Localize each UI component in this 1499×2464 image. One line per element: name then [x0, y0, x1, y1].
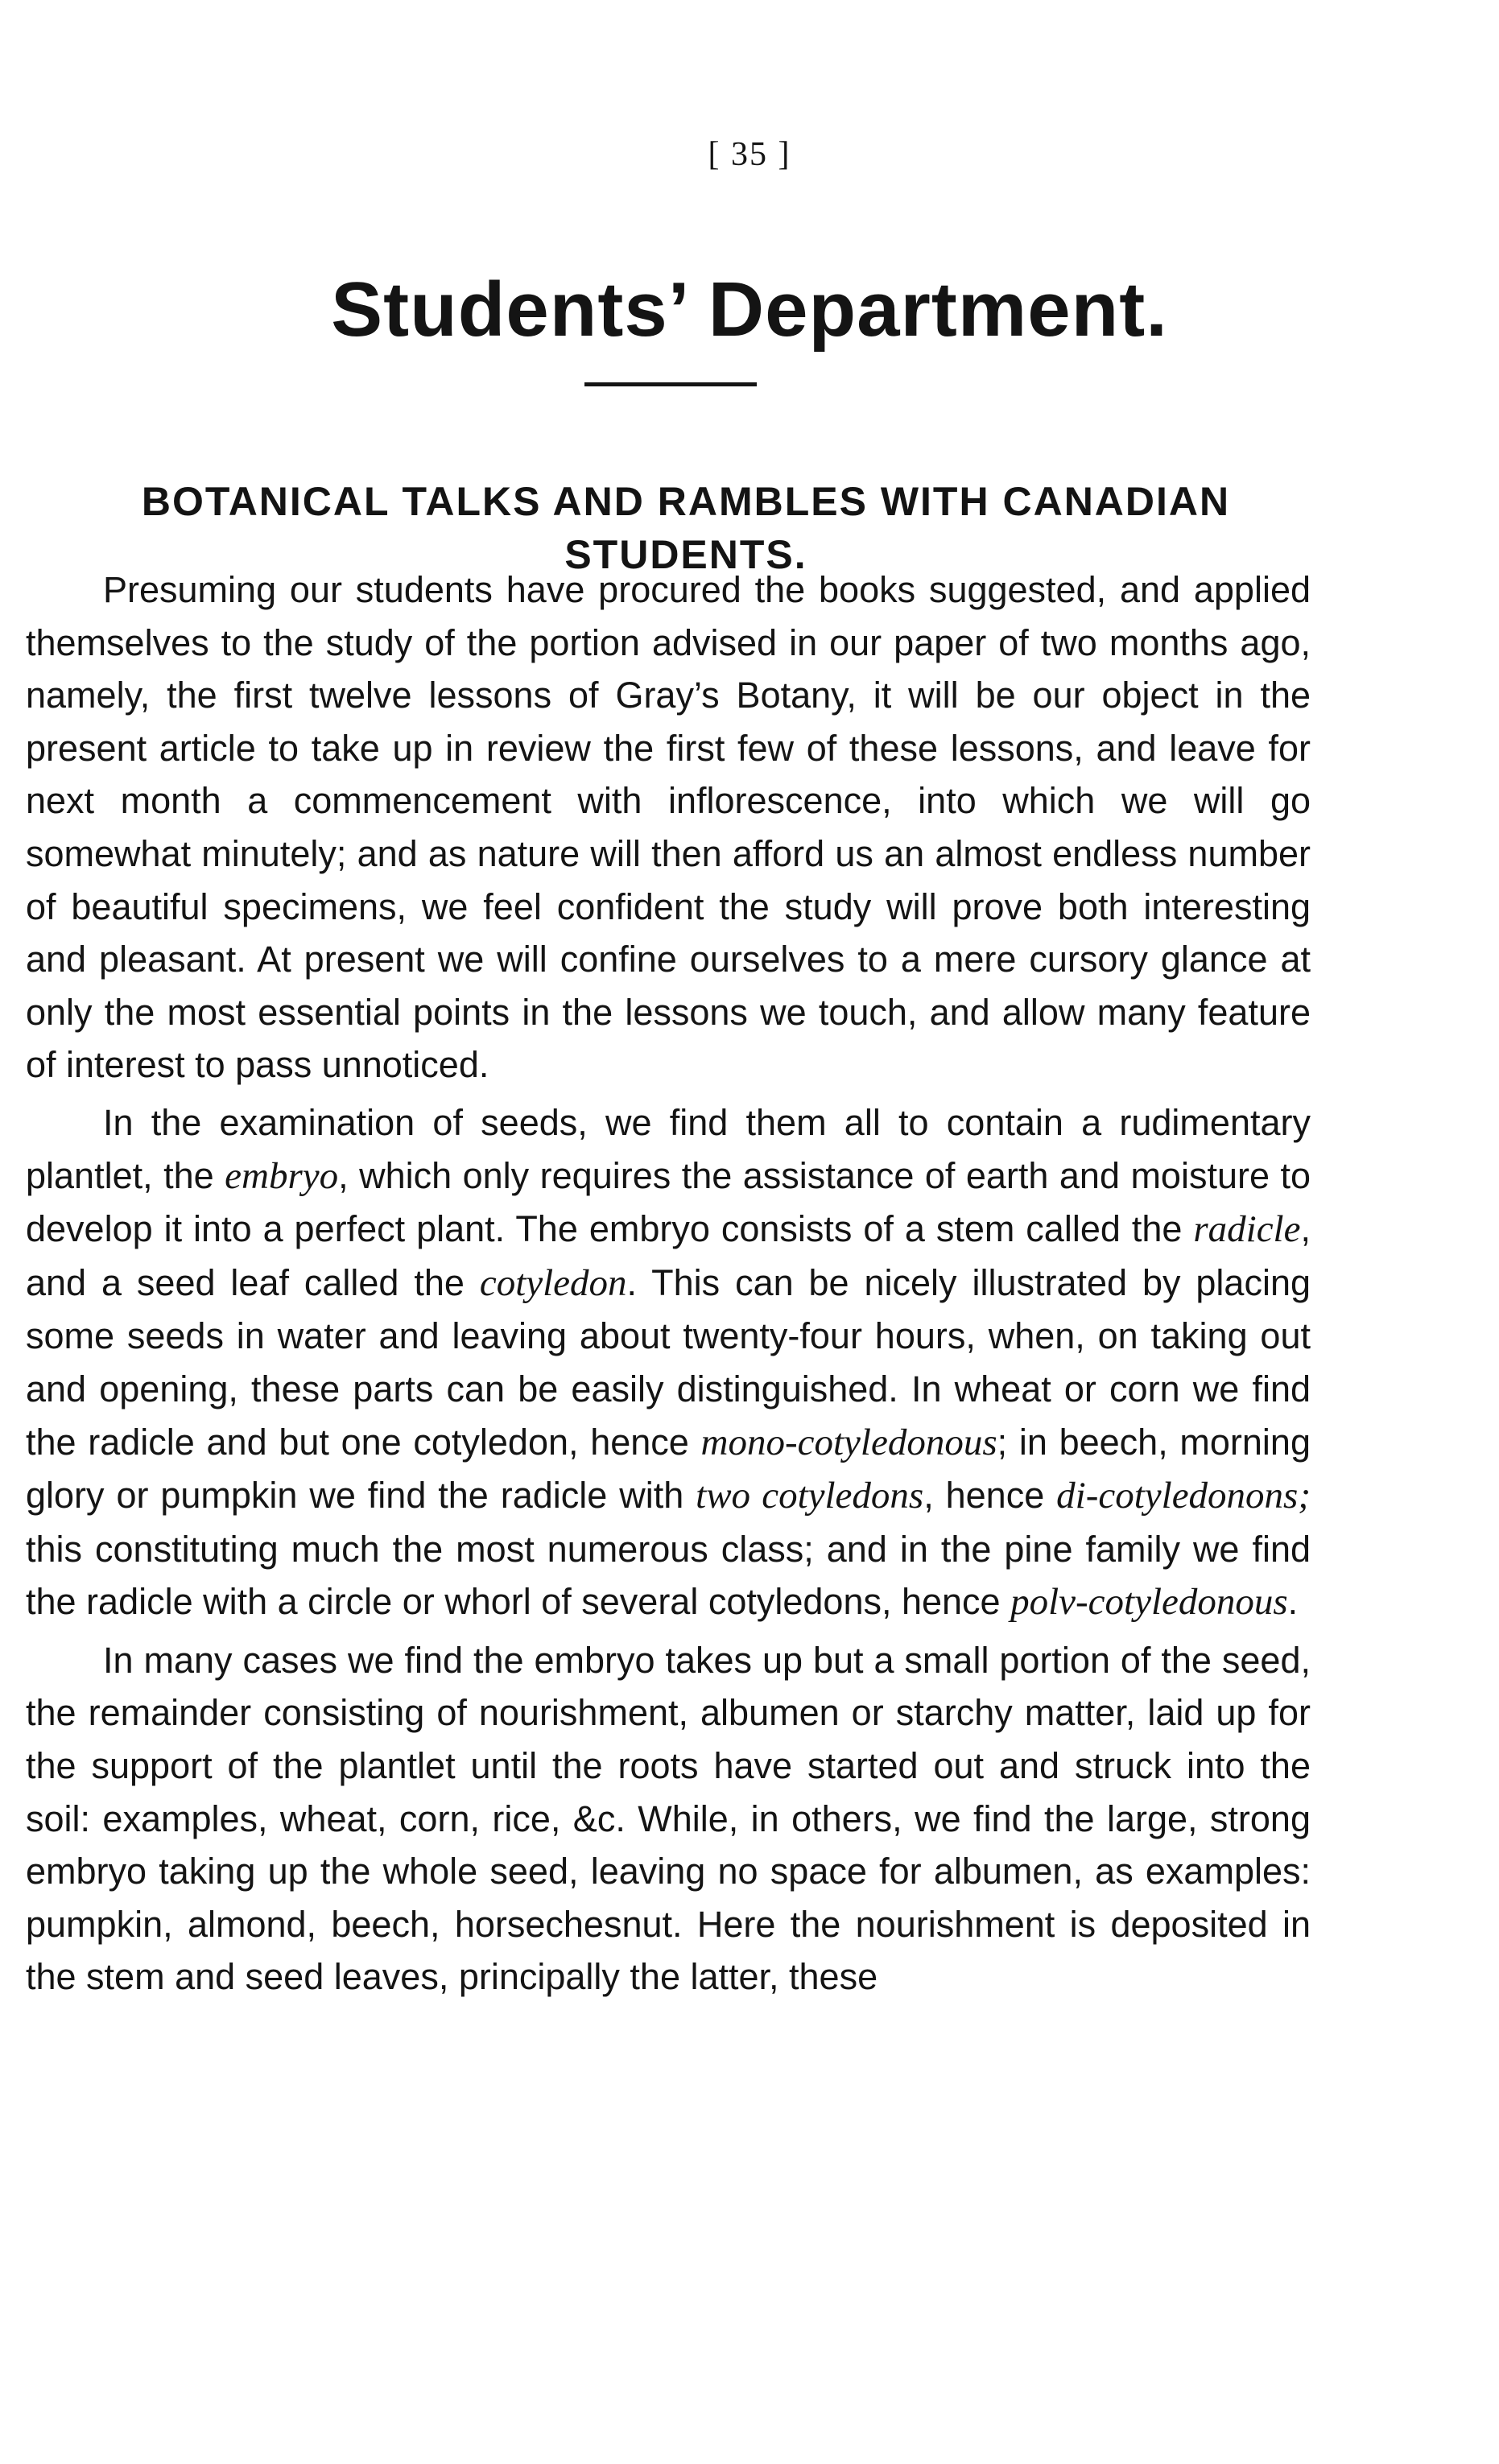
text-run: In many cases we find the embryo takes up but a small portion of the seed, the remainder consisting of nourishment, albumen or starchy matter, laid up for the support of the plantlet until the roots have started out and struck into the soil: examples, wheat, corn, rice, &c. While, in others, we find the large, strong embryo taking up the whole seed, leaving no space for albumen, as examples: pumpkin, almond, beech, horsechesnut. Here the nourishment is deposited in the stem and seed leaves, principally the latter, these	[26, 1639, 1311, 1998]
title-rule	[584, 382, 757, 386]
paragraph-3	[26, 1634, 1311, 2004]
article-body	[26, 563, 1311, 2004]
text-run: Presuming our students have procured the books suggested, and applied themselves to the study of the portion advised in our paper of two months ago, namely, the first twelve lessons of Gray’s Botany, it will be our object in the present article to take up in review the first few of these lessons, and leave for next month a commencement with inflorescence, into which we will go somewhat minutely; and as nature will then afford us an almost endless number of beautiful specimens, we feel confident the study will prove both interesting and pleasant. At present we will confine ourselves to a mere cursory glance at only the most essential points in the lessons we touch, and allow many feature of interest to pass unnoticed.	[26, 569, 1311, 1086]
text-run: ; in beech, morning glory or pumpkin we find the radicle with	[26, 1421, 1311, 1517]
text-run: .	[1287, 1581, 1299, 1623]
italic-term: di-cotyledonons;	[1056, 1475, 1311, 1517]
text-run: , which only requires the assistance of earth and moisture to develop it into a perfect plant. The embryo consists of a stem called the	[26, 1154, 1311, 1250]
article-heading: BOTANICAL TALKS AND RAMBLES WITH CANADIAN STUDENTS.	[141, 478, 1231, 577]
text-run: , hence	[923, 1475, 1057, 1517]
italic-term: mono-cotyledonous	[700, 1421, 997, 1463]
text-run: In the examination of seeds, we find them all to contain a rudimentary plantlet, the	[26, 1101, 1311, 1196]
paragraph-2	[26, 1096, 1311, 1629]
italic-term: radicle	[1193, 1208, 1301, 1251]
italic-term: two cotyledons	[696, 1475, 924, 1517]
paragraph-1	[26, 563, 1311, 1092]
text-run: this constituting much the most numerous class; and in the pine family we find the radicle with a circle or whorl of several cotyledons, hence	[26, 1528, 1311, 1623]
italic-term: cotyledon	[479, 1261, 627, 1304]
italic-term: embryo	[225, 1154, 339, 1197]
page-title: Students’ Department.	[331, 266, 1168, 353]
page-number: [ 35 ]	[708, 136, 791, 173]
text-run: , and a seed leaf called the	[26, 1208, 1311, 1303]
text-run: . This can be nicely illustrated by placing some seeds in water and leaving about twenty-four hours, when, on taking out and opening, these parts can be easily distinguished. In wheat or corn we find the radicle and but one cotyledon, hence	[26, 1261, 1311, 1463]
italic-term: polv-cotyledonous	[1010, 1581, 1288, 1624]
